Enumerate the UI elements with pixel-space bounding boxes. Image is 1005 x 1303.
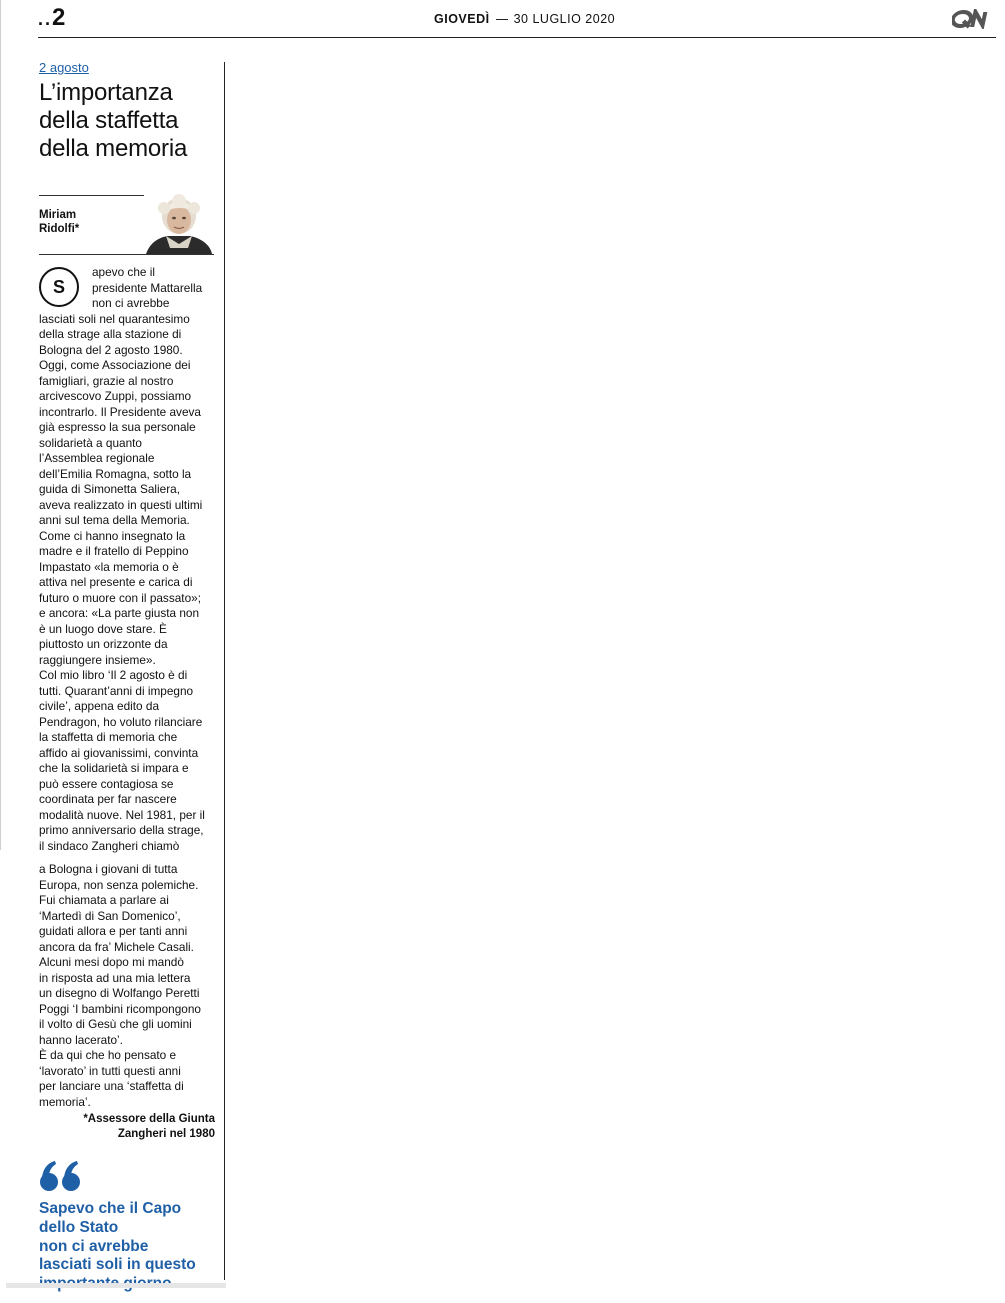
body-part-1 [39,312,215,855]
column-rule [224,62,225,1280]
body-line: futuro o muore con il passato»; [39,590,201,605]
author-name [39,208,79,236]
body-line: un disegno di Wolfango Peretti [39,986,200,1000]
body-line: può essere contagiosa se [39,776,174,791]
body-line: Poggi ‘I bambini ricompongono [39,1001,201,1016]
page-header [38,0,996,38]
body-part-2 [39,862,215,1110]
body-line: la staffetta di memoria che [39,730,178,744]
body-line: lasciati soli nel quarantesimo [39,311,190,326]
body-line: È da qui che ho pensato e [39,1048,177,1062]
dateline [434,11,615,27]
body-line: raggiungere insieme». [39,652,156,667]
body-line: già espresso la sua personale [39,420,196,434]
body-line: ancora da fra’ Michele Casali. [39,939,194,954]
body-line: solidarietà a quanto [39,435,142,450]
body-line: Pendragon, ho voluto rilanciare [39,714,203,729]
dateline-day: GIOVEDÌ [434,12,490,26]
body-line: arcivescovo Zuppi, possiamo [39,389,192,403]
headline-line: della staffetta [39,107,179,134]
body-line: piuttosto un orizzonte da [39,637,168,651]
body-line: presidente Mattarella [92,280,203,295]
body-line: memoria’. [39,1094,91,1109]
pull-quote-line: lasciati soli in questo [39,1256,196,1274]
body-line: Europa, non senza polemiche. [39,877,199,892]
body-line: civile’, appena edito da [39,699,160,713]
margin-rule [0,0,1,850]
bottom-bar [6,1283,226,1288]
body-line: primo anniversario della strage, [39,823,204,837]
dateline-dash [496,19,508,20]
intro-block [39,265,215,312]
body-line: madre e il fratello di Peppino [39,544,189,558]
body-line: guidati allora e per tanti anni [39,924,188,938]
body-line: famigliari, grazie al nostro [39,373,174,388]
qn-logo-svg [952,9,994,29]
headline [39,79,215,163]
article-column [39,60,215,1294]
body-line: per lanciare una ‘staffetta di [39,1079,184,1093]
body-line: e ancora: «La parte giusta non [39,606,200,620]
body-line: tutti. Quarant’anni di impegno [39,683,194,698]
body-line: Fui chiamata a parlare ai [39,893,169,907]
page-number-dots: .. [38,9,53,29]
body-line: della strage alla stazione di [39,327,182,341]
author-footnote [39,1112,215,1142]
pull-quote [39,1200,215,1294]
body-line: guida di Simonetta Saliera, [39,482,180,496]
body-line: l’Assemblea regionale [39,451,155,465]
quote-marks-svg [39,1160,83,1194]
body-line: affido ai giovanissimi, convinta [39,745,199,760]
pull-quote-line: dello Stato [39,1218,119,1236]
page-number [38,4,66,33]
body-line: hanno lacerato’. [39,1032,123,1047]
body-line: incontrarlo. Il Presidente aveva [39,404,201,419]
body-line: a Bologna i giovani di tutta [39,862,178,876]
body-line: che la solidarietà si impara e [39,761,189,775]
pull-quote-line: Sapevo che il Capo [39,1200,182,1217]
body-line: Oggi, come Associazione dei [39,358,191,372]
body-line: attiva nel presente e carica di [39,575,193,589]
portrait-photo-icon [144,192,214,254]
body-line: aveva realizzato in questi ultimi [39,497,203,512]
body-line: Bologna del 2 agosto 1980. [39,342,183,357]
dropcap: S [39,267,79,307]
body-line: il sindaco Zangheri chiamò [39,838,180,853]
body-line: coordinata per far nascere [39,792,177,806]
body-line: non ci avrebbe [92,296,170,310]
body-line: Impastato «la memoria o è [39,559,179,574]
kicker[interactable]: 2 agosto [39,60,89,75]
body-line: ‘Martedì di San Domenico’, [39,908,181,923]
headline-line: della memoria [39,135,188,162]
page-number-value: 2 [52,4,67,31]
body-line: Come ci hanno insegnato la [39,528,186,543]
body-line: Alcuni mesi dopo mi mandò [39,955,184,969]
article-body [39,265,215,1110]
body-line: modalità nuove. Nel 1981, per il [39,807,205,822]
dateline-date: 30 LUGLIO 2020 [513,12,616,26]
body-line: apevo che il [92,265,155,279]
qn-logo-icon [952,9,994,34]
headline-line: L’importanza [39,79,173,106]
body-line: in risposta ad una mia lettera [39,970,191,985]
byline [39,195,214,255]
body-line: dell’Emilia Romagna, sotto la [39,466,192,481]
footnote-line: *Assessore della Giunta [83,1113,215,1125]
body-line: anni sul tema della Memoria. [39,513,190,527]
author-name-line: Miriam [39,209,77,221]
author-name-line: Ridolfi* [39,223,80,235]
body-line: Col mio libro ‘Il 2 agosto è di [39,668,188,682]
footnote-line: Zangheri nel 1980 [117,1128,215,1140]
quote-marks-icon [39,1160,215,1194]
body-line: il volto di Gesù che gli uomini [39,1017,192,1031]
body-line: è un luogo dove stare. È [39,621,167,636]
body-line: ‘lavorato’ in tutti questi anni [39,1063,181,1078]
pull-quote-line: non ci avrebbe [39,1237,149,1255]
